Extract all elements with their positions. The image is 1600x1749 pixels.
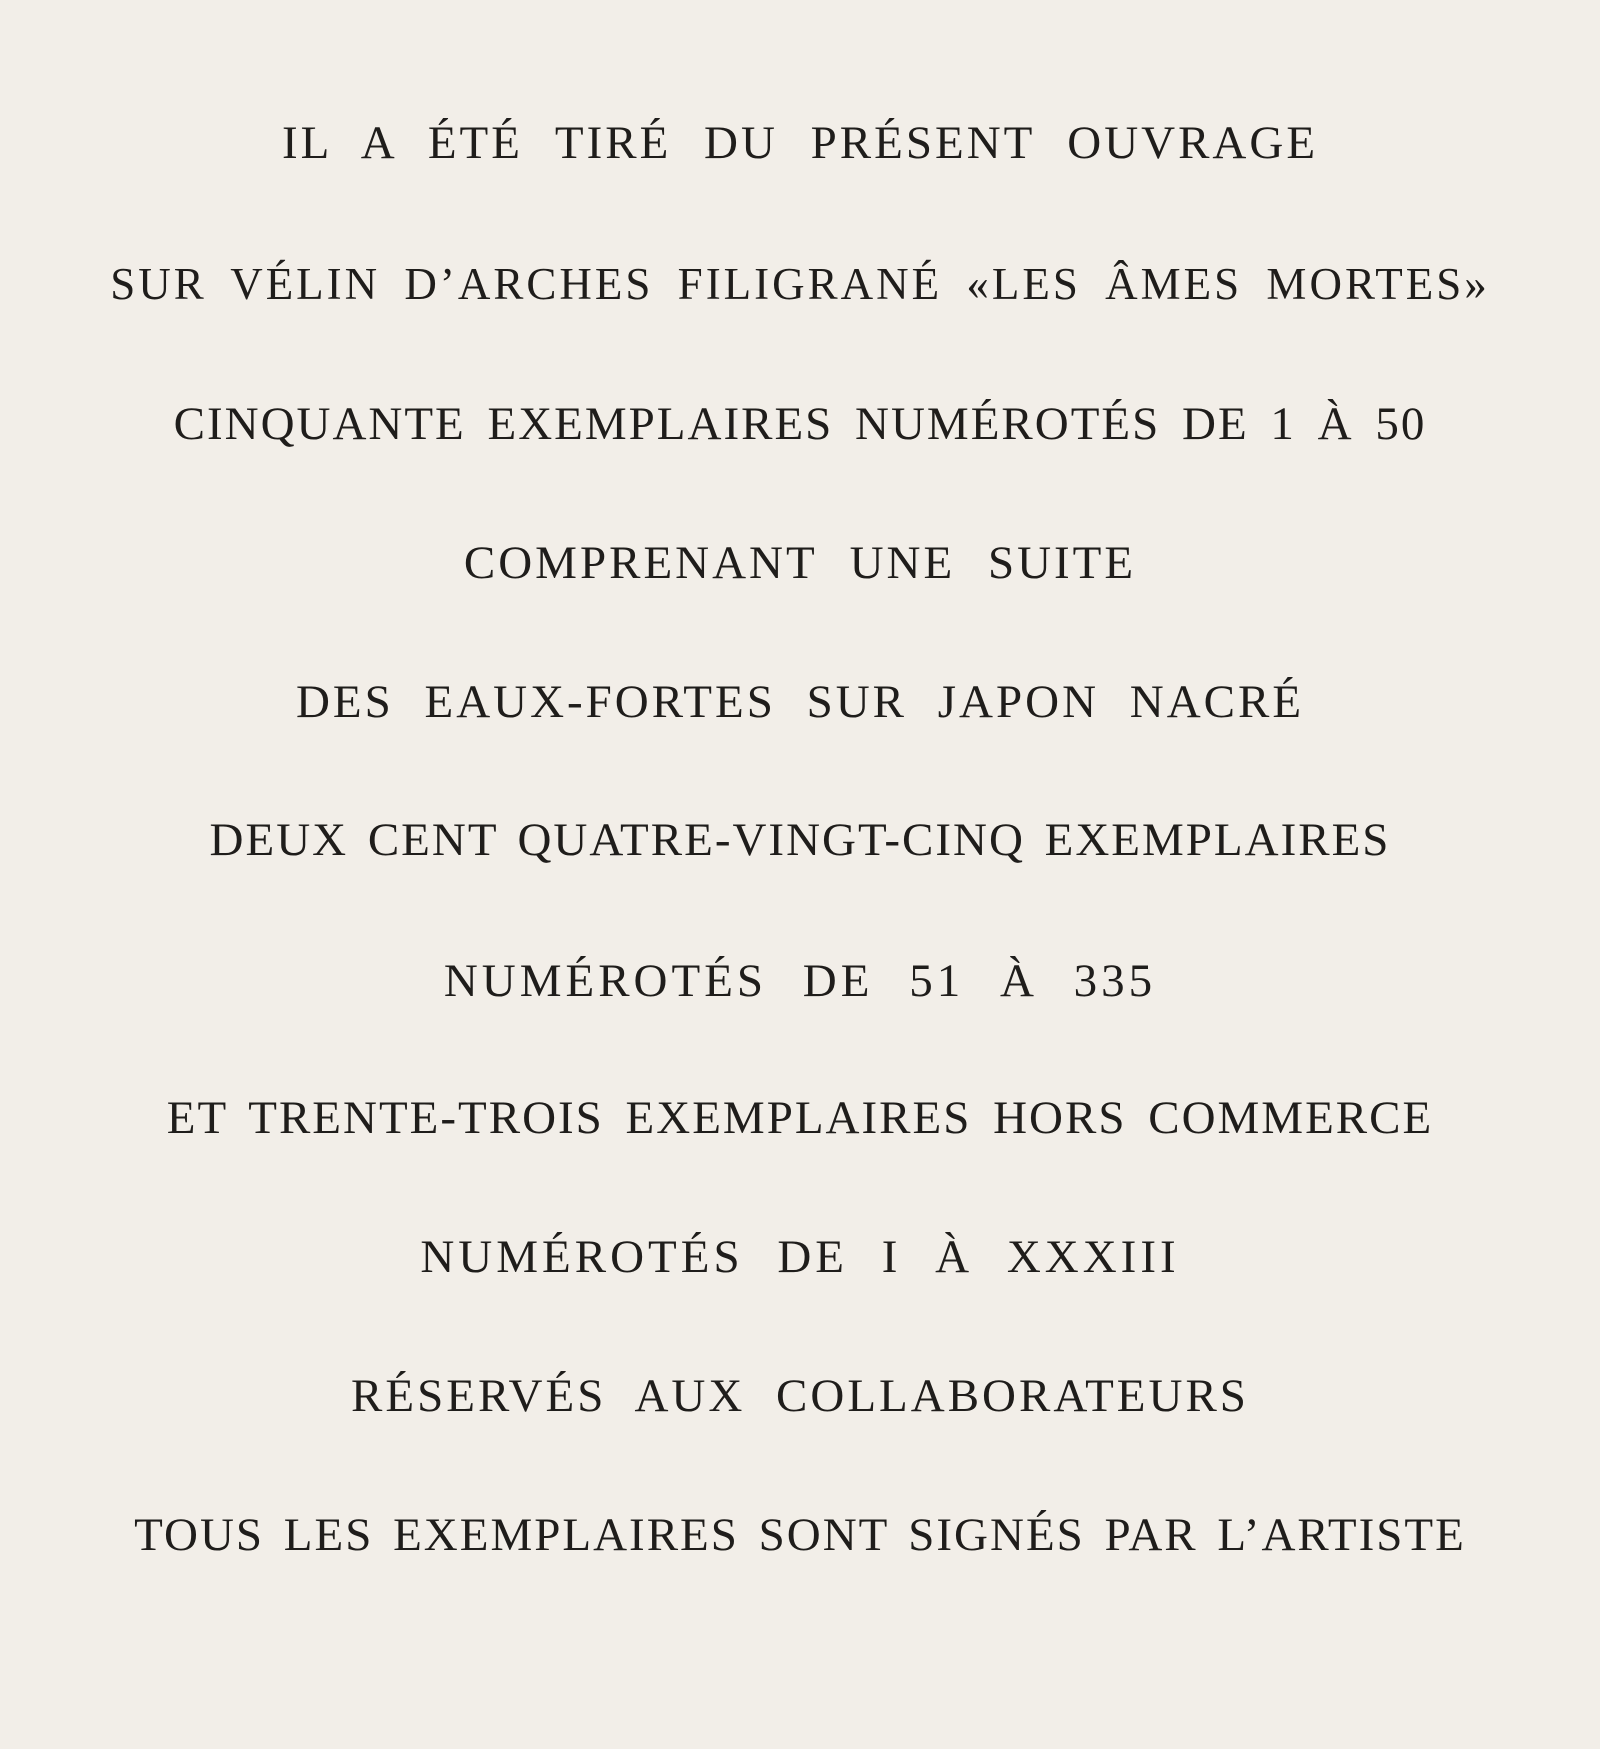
colophon-line-10: RÉSERVÉS AUX COLLABORATEURS [351, 1370, 1249, 1422]
colophon-line-8: ET TRENTE-TROIS EXEMPLAIRES HORS COMMERCE [166, 1092, 1434, 1144]
colophon-line-5: DES EAUX-FORTES SUR JAPON NACRÉ [295, 676, 1305, 728]
colophon-line-4: COMPRENANT UNE SUITE [463, 537, 1137, 589]
colophon-line-6: DEUX CENT QUATRE-VINGT-CINQ EXEMPLAIRES [209, 814, 1391, 866]
colophon-line-2: SUR VÉLIN D’ARCHES FILIGRANÉ «LES ÂMES MORTES» [110, 259, 1490, 309]
colophon-line-11: TOUS LES EXEMPLAIRES SONT SIGNÉS PAR L’ARTISTE [134, 1509, 1466, 1561]
colophon-line-9: NUMÉROTÉS DE I À XXXIII [420, 1231, 1180, 1283]
colophon-line-7: NUMÉROTÉS DE 51 À 335 [443, 955, 1157, 1007]
colophon-line-3: CINQUANTE EXEMPLAIRES NUMÉROTÉS DE 1 À 50 [173, 398, 1427, 450]
colophon-line-1: IL A ÉTÉ TIRÉ DU PRÉSENT OUVRAGE [281, 117, 1319, 169]
